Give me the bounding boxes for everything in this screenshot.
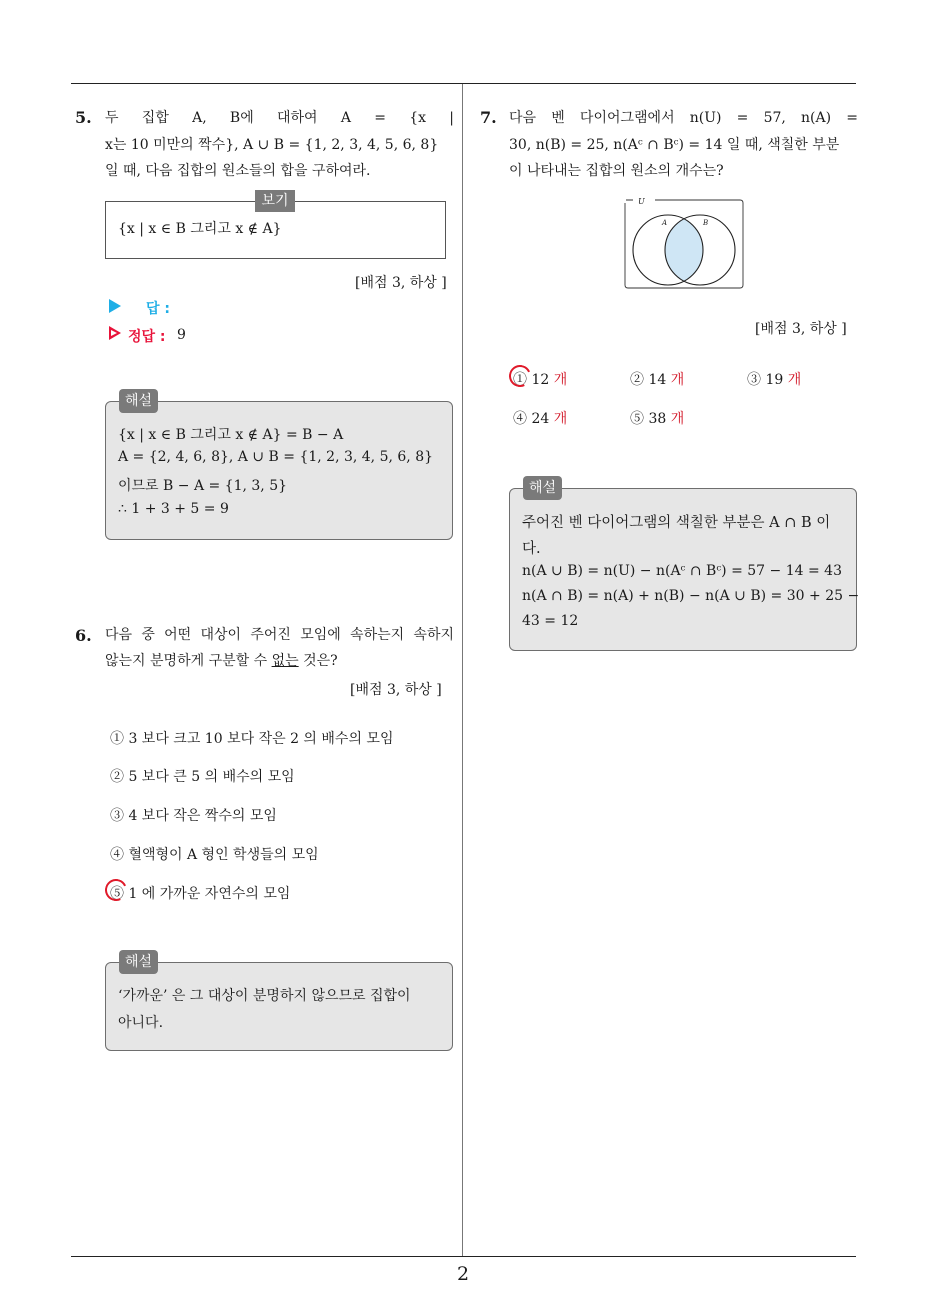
question-7-explanation-label: 해설 xyxy=(523,476,562,500)
venn-label-b: B xyxy=(703,219,709,227)
question-5-explanation-line: 이므로 B − A = {1, 3, 5} xyxy=(118,478,288,494)
header-rule xyxy=(71,83,856,84)
question-7-choice-3[interactable] xyxy=(747,369,801,389)
question-7-line-1: 다음 벤 다이어그램에서 n(U) = 57, n(A) = xyxy=(509,110,858,126)
question-5-explanation-line: A = {2, 4, 6, 8}, A ∪ B = {1, 2, 3, 4, 5, 6, 8} xyxy=(118,449,434,465)
question-6-score: [배점 3, 하상 ] xyxy=(350,682,442,698)
choice-value: 12 xyxy=(531,372,550,388)
question-7-explanation-line: 43 = 12 xyxy=(522,613,579,629)
answer-label: 답 : xyxy=(146,301,170,317)
choice-unit: 개 xyxy=(553,411,568,427)
question-7-score: [배점 3, 하상 ] xyxy=(755,321,847,337)
question-6-choice-4[interactable]: ④ 혈액형이 A 형인 학생들의 모임 xyxy=(110,847,319,863)
choice-unit: 개 xyxy=(787,372,802,388)
choice-mark: ② xyxy=(630,372,644,388)
question-7-choice-2[interactable] xyxy=(630,369,684,389)
question-5-line-3: 일 때, 다음 집합의 원소들의 합을 구하여라. xyxy=(105,163,371,179)
question-5-explanation-box xyxy=(105,401,453,540)
correct-value: 9 xyxy=(177,327,186,343)
venn-label-u: U xyxy=(638,197,645,206)
question-6-line-1: 다음 중 어떤 대상이 주어진 모임에 속하는지 속하지 xyxy=(105,627,454,643)
choice-unit: 개 xyxy=(670,372,685,388)
question-6-explanation-line: 아니다. xyxy=(118,1015,164,1031)
question-6-line-2-pre: 않는지 분명하게 구분할 수 xyxy=(105,653,272,669)
choice-mark: ③ xyxy=(747,372,761,388)
question-5-number: 5. xyxy=(75,108,92,127)
question-6-explanation-box xyxy=(105,962,453,1051)
question-7-number: 7. xyxy=(480,108,497,127)
choice-value: 19 xyxy=(765,372,784,388)
question-7-explanation-line: n(A ∪ B) = n(U) − n(Aᶜ ∩ Bᶜ) = 57 − 14 = 43 xyxy=(522,563,842,579)
question-6-line-2-post: 것은? xyxy=(298,653,338,669)
question-6-underlined-word: 없는 xyxy=(271,653,299,669)
question-6-choice-1[interactable]: ① 3 보다 크고 10 보다 작은 2 의 배수의 모임 xyxy=(110,731,394,747)
footer-rule xyxy=(71,1256,856,1257)
question-5-line-1: 두 집합 A, B에 대하여 A = {x | xyxy=(105,110,454,126)
question-5-explanation-label: 해설 xyxy=(119,389,158,413)
correct-arrow-inner xyxy=(111,330,117,336)
page-number: 2 xyxy=(456,1263,470,1285)
column-divider xyxy=(462,84,463,1256)
question-7-explanation-line: 주어진 벤 다이어그램의 색칠한 부분은 A ∩ B 이 xyxy=(522,515,831,531)
question-6-explanation-label: 해설 xyxy=(119,950,158,974)
question-5-score: [배점 3, 하상 ] xyxy=(355,275,447,291)
question-6-number: 6. xyxy=(75,626,92,645)
bogi-label: 보기 xyxy=(255,190,295,212)
choice-value: 38 xyxy=(648,411,667,427)
question-7-explanation-line: 다. xyxy=(522,541,541,557)
question-7-explanation-line: n(A ∩ B) = n(A) + n(B) − n(A ∪ B) = 30 + 25 − xyxy=(522,588,860,604)
venn-diagram xyxy=(620,195,748,291)
question-7-line-2: 30, n(B) = 25, n(Aᶜ ∩ Bᶜ) = 14 일 때, 색칠한 부분 xyxy=(509,137,840,153)
choice-mark: ⑤ xyxy=(630,411,644,427)
question-5-explanation-line: ∴ 1 + 3 + 5 = 9 xyxy=(118,501,229,517)
question-6-choice-5[interactable]: ⑤ 1 에 가까운 자연수의 모임 xyxy=(110,886,291,902)
question-7-line-3: 이 나타내는 집합의 원소의 개수는? xyxy=(509,163,724,179)
correct-label: 정답 : xyxy=(128,329,166,345)
choice-mark: ① xyxy=(513,372,527,388)
question-7-choice-4[interactable] xyxy=(513,408,567,428)
choice-value: 24 xyxy=(531,411,550,427)
bogi-text: {x | x ∈ B 그리고 x ∉ A} xyxy=(118,221,282,237)
question-6-choice-3[interactable]: ③ 4 보다 작은 짝수의 모임 xyxy=(110,808,277,824)
question-5-line-2: x는 10 미만의 짝수}, A ∪ B = {1, 2, 3, 4, 5, 6, 8} xyxy=(105,137,439,153)
choice-value: 14 xyxy=(648,372,667,388)
choice-unit: 개 xyxy=(670,411,685,427)
question-6-explanation-line: ‘가까운’ 은 그 대상이 분명하지 않으므로 집합이 xyxy=(118,988,411,1004)
choice-unit: 개 xyxy=(553,372,568,388)
question-6-line-2 xyxy=(105,648,454,675)
answer-arrow-icon xyxy=(109,299,121,313)
question-5-explanation-line: {x | x ∈ B 그리고 x ∉ A} = B − A xyxy=(118,427,344,443)
venn-label-a: A xyxy=(662,219,668,227)
choice-mark: ④ xyxy=(513,411,527,427)
question-6-choice-2[interactable]: ② 5 보다 큰 5 의 배수의 모임 xyxy=(110,769,295,785)
question-7-choice-5[interactable] xyxy=(630,408,684,428)
